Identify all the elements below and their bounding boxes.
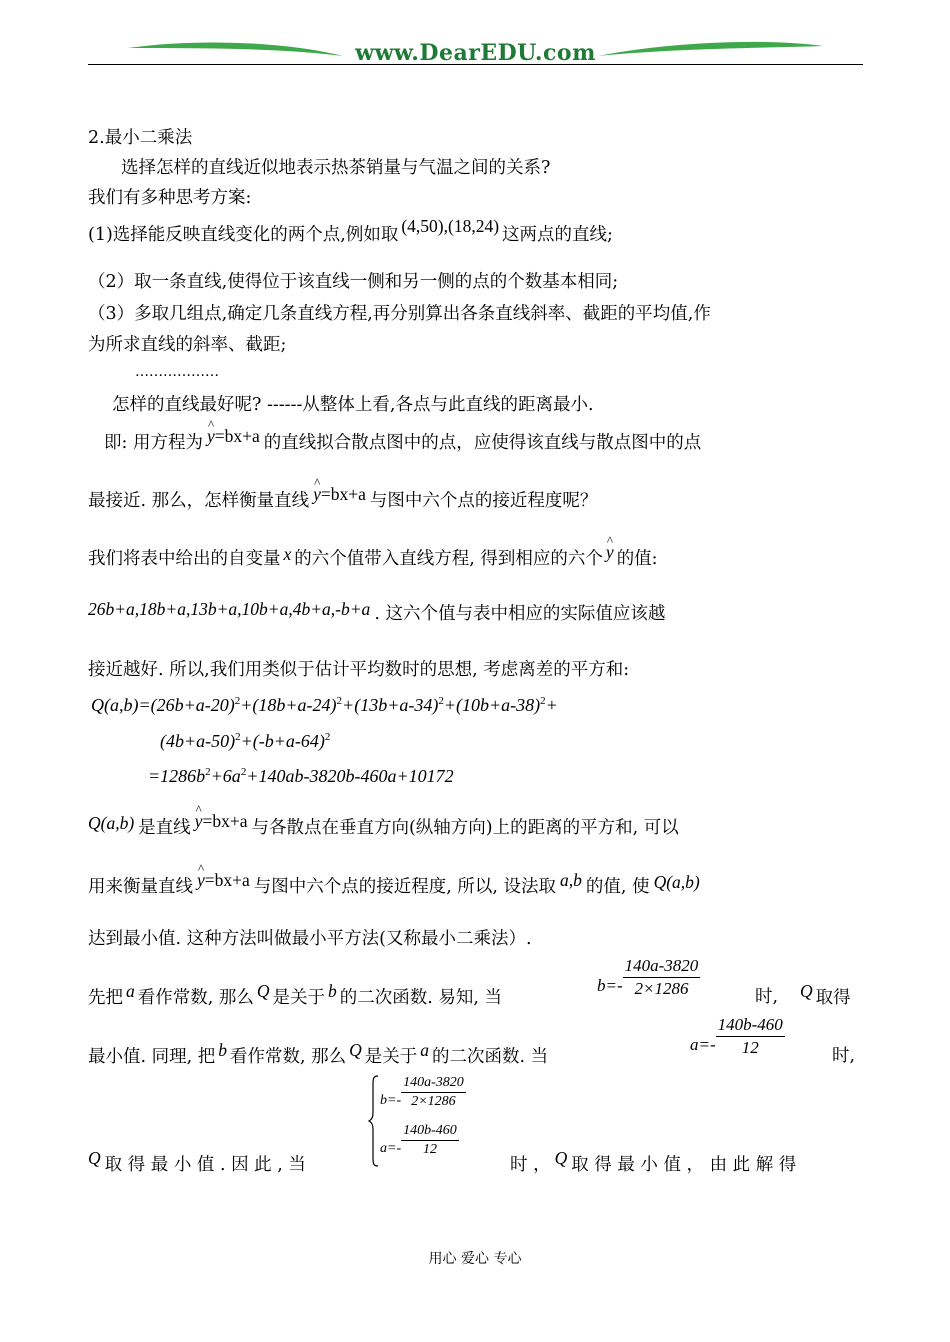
math-Qab: Q(a,b) <box>653 872 700 892</box>
paragraph-line: 我们有多种思考方案: <box>88 188 252 208</box>
text-run: 看作常数, 那么 <box>230 1047 347 1067</box>
paragraph-line: （2）取一条直线,使得位于该直线一侧和另一侧的点的个数基本相同; <box>88 272 619 292</box>
paragraph-line: 怎样的直线最好呢? ------从整体上看,各点与此直线的距离最小. <box>112 395 594 415</box>
exponent: 2 <box>438 695 444 707</box>
page-footer: 用心 爱心 专心 <box>428 1251 522 1267</box>
text-run: 取 得 最 小 值 ， 由 此 解 得 <box>571 1155 797 1175</box>
fraction-numerator: 140b-460 <box>401 1122 459 1141</box>
eq-term: +6a <box>210 766 241 786</box>
yhat-glyph: ^ y <box>606 540 614 564</box>
paragraph-line <box>88 811 679 840</box>
math-Q: Q <box>349 1040 362 1060</box>
paragraph-line <box>88 981 503 1010</box>
paragraph-line <box>88 542 658 571</box>
fraction <box>716 1014 785 1059</box>
paragraph-line: 接近越好. 所以,我们用类似于估计平均数时的思想, 考虑离差的平方和: <box>88 660 630 680</box>
fraction-denominator: 12 <box>422 1142 437 1157</box>
math-points: (4,50),(18,24) <box>401 216 500 236</box>
text-run: 时 ， <box>510 1155 551 1175</box>
text-run: 的六个值带入直线方程, 得到相应的六个 <box>294 549 603 569</box>
eq-term: + <box>545 695 558 715</box>
eq-term: +(-b+a-64) <box>240 731 325 751</box>
text-run: 的二次函数. 易知, 当 <box>339 988 503 1008</box>
yhat-symbol: ^ y <box>313 482 321 506</box>
formula-lhs: b=- <box>380 1092 402 1108</box>
fraction-numerator: 140a-3820 <box>623 955 701 978</box>
math-b: b <box>328 981 337 1001</box>
paragraph-line <box>88 1040 549 1069</box>
math-Q: Q <box>88 1148 101 1168</box>
header-rule <box>88 64 863 65</box>
system-eq-b <box>380 1074 466 1111</box>
exponent: 2 <box>234 695 241 707</box>
text-run: 看作常数, 那么 <box>137 988 254 1008</box>
header-site-logo[interactable]: www.DearEDU.com <box>355 40 596 66</box>
math-Q: Q <box>256 981 270 1001</box>
yhat-symbol <box>603 542 617 562</box>
math-Q: Q <box>554 1148 568 1168</box>
equation-text: =bx+a <box>204 870 250 890</box>
text-run: 用来衡量直线 <box>88 877 193 897</box>
text-run: 与图中六个点的接近程度, 所以, 设法取 <box>253 877 557 897</box>
section-heading: 2.最小二乘法 <box>88 128 193 148</box>
math-line-equation <box>309 484 370 504</box>
math-line-equation <box>191 811 252 831</box>
yhat-symbol: ^ y <box>197 868 205 892</box>
text-run: 是直线 <box>138 818 191 838</box>
math-b: b <box>218 1040 228 1060</box>
fraction-denominator: 12 <box>741 1038 759 1057</box>
yhat-symbol: ^ y <box>207 424 215 448</box>
text-run: 先把 <box>88 988 123 1008</box>
eq-term: +(10b+a-38) <box>443 695 541 715</box>
math-a: a <box>126 981 135 1001</box>
text-run: 的值: <box>616 549 658 569</box>
text-run: 我们将表中给出的自变量 <box>88 549 281 569</box>
equation-line-1 <box>91 689 558 717</box>
fraction-denominator: 2×1286 <box>411 1094 456 1109</box>
text-run: 与各散点在垂直方向(纵轴方向)上的距离的平方和, 可以 <box>251 818 679 838</box>
math-x: x <box>283 544 292 564</box>
math-line-equation <box>203 426 264 446</box>
fraction-denominator: 2×1286 <box>634 979 689 998</box>
text-run: 的二次函数. 当 <box>432 1047 549 1067</box>
formula-lhs: a=- <box>380 1140 402 1156</box>
text-run: 与图中六个点的接近程度呢？ <box>369 491 598 511</box>
text-run: 这两点的直线; <box>502 225 613 245</box>
text-run <box>800 981 851 1010</box>
eq-term: =1286b <box>148 766 206 786</box>
text-run: 时, <box>832 1046 856 1066</box>
text-run: 是关于 <box>272 988 326 1008</box>
text-run: 是关于 <box>364 1047 418 1067</box>
fraction <box>401 1122 459 1159</box>
paragraph-line <box>510 1148 797 1177</box>
exponent: 2 <box>240 766 247 778</box>
paragraph-line <box>104 426 702 455</box>
fraction-numerator: 140a-3820 <box>401 1074 466 1093</box>
text-run: . 这六个值与表中相应的实际值应该越 <box>374 604 666 624</box>
exponent: 2 <box>235 731 241 743</box>
formula-lhs: a=- <box>690 1035 716 1055</box>
left-brace <box>368 1075 380 1167</box>
math-Qab: Q(a,b) <box>88 813 135 833</box>
paragraph-line <box>88 870 700 899</box>
b-formula <box>597 955 700 1000</box>
a-formula <box>690 1014 785 1059</box>
paragraph-line <box>88 484 598 513</box>
fraction <box>623 955 701 1000</box>
eq-term: +(18b+a-24) <box>240 695 337 715</box>
exponent: 2 <box>540 695 546 707</box>
paragraph-line: 为所求直线的斜率、截距; <box>88 335 287 355</box>
text-run: 即: 用方程为 <box>104 433 203 453</box>
paragraph-line <box>88 216 613 247</box>
system-eq-a <box>380 1122 459 1159</box>
eq-term: +(13b+a-34) <box>342 695 439 715</box>
text-run: 的直线拟合散点图中的点，应使得该直线与散点图中的点 <box>263 433 702 453</box>
eq-term: +140ab-3820b-460a+10172 <box>246 766 454 786</box>
text-run: 最接近. 那么，怎样衡量直线 <box>88 491 310 511</box>
text-run: 取得 <box>815 988 851 1008</box>
equation-text: =bx+a <box>214 426 260 446</box>
ellipsis-line: ……………… <box>135 364 219 380</box>
yhat-symbol: ^ y <box>195 809 203 833</box>
eq-term: (4b+a-50) <box>160 731 236 751</box>
math-a: a <box>420 1040 430 1060</box>
eq-term: Q(a,b)=(26b+a-20) <box>91 695 235 715</box>
exponent: 2 <box>336 695 343 707</box>
text-run: (1)选择能反映直线变化的两个点,例如取 <box>88 225 399 245</box>
text-run: 时, <box>755 987 779 1007</box>
text-run: 的值, 使 <box>585 877 650 897</box>
fraction-numerator: 140b-460 <box>716 1014 785 1037</box>
math-six-values: 26b+a,18b+a,13b+a,10b+a,4b+a,-b+a <box>88 599 371 619</box>
paragraph-line <box>88 1148 306 1177</box>
math-ab: a,b <box>560 870 582 890</box>
paragraph-line: 选择怎样的直线近似地表示热茶销量与气温之间的关系? <box>121 158 551 178</box>
fraction <box>401 1074 466 1111</box>
equation-text: =bx+a <box>202 811 248 831</box>
equation-text: =bx+a <box>320 484 366 504</box>
formula-lhs: b=- <box>597 976 623 996</box>
text-run: 最小值. 同理, 把 <box>88 1047 216 1067</box>
math-Q: Q <box>800 981 813 1001</box>
paragraph-line <box>88 601 665 626</box>
equation-line-3 <box>148 760 454 788</box>
exponent: 2 <box>205 766 211 778</box>
paragraph-line: （3）多取几组点,确定几条直线方程,再分别算出各条直线斜率、截距的平均值,作 <box>88 304 711 324</box>
paragraph-line: 达到最小值. 这种方法叫做最小平方法(又称最小二乘法）. <box>88 929 532 949</box>
text-run: 取 得 最 小 值 . 因 此 , 当 <box>104 1155 306 1175</box>
equation-line-2 <box>160 725 330 753</box>
exponent: 2 <box>324 731 331 743</box>
math-line-equation <box>193 870 254 890</box>
